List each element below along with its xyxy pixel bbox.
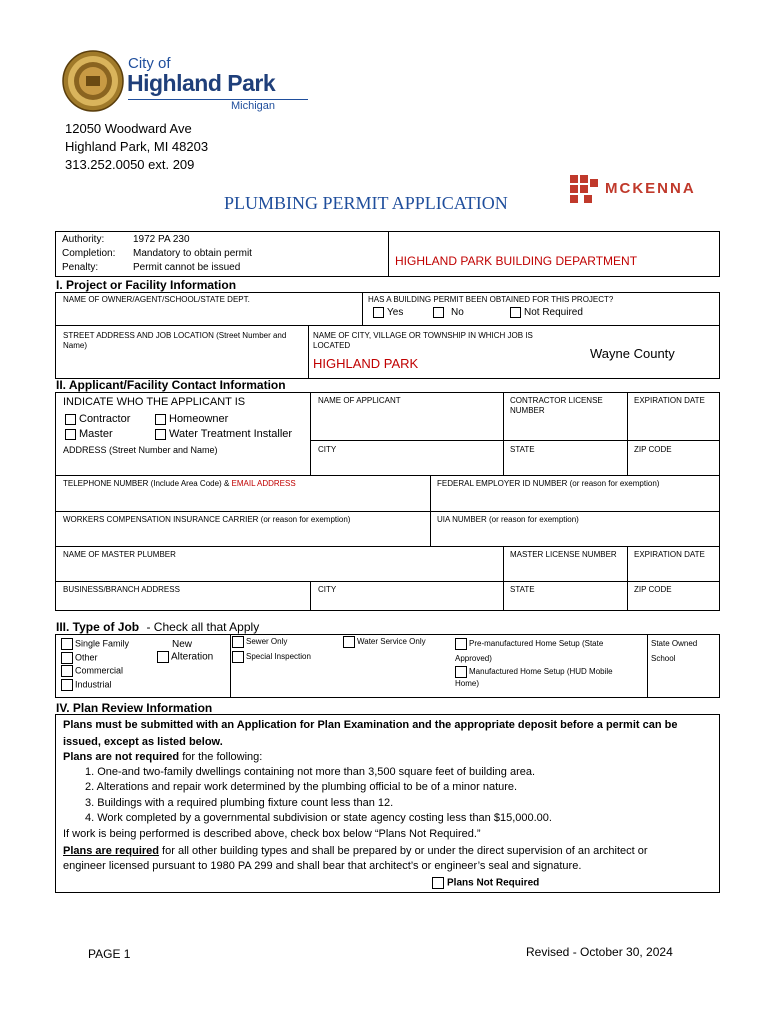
master-license-label: MASTER LICENSE NUMBER [510,550,617,559]
logo-divider [128,99,308,100]
page-title: PLUMBING PERMIT APPLICATION [224,193,508,213]
state-label-s2: STATE [510,445,535,454]
master-plumber-label: NAME OF MASTER PLUMBER [63,550,176,559]
master-option[interactable] [65,428,113,441]
federal-id-label: FEDERAL EMPLOYER ID NUMBER (or reason for exemption) [437,479,660,488]
other-checkbox[interactable] [61,652,73,664]
manufactured-label: Manufactured Home Setup (HUD Mobile Home) [455,667,613,689]
permit-not-required-option[interactable] [510,306,583,319]
s3-vline-2 [647,634,648,698]
single-family-checkbox[interactable] [61,638,73,650]
authority-value-1: 1972 PA 230 [133,234,190,245]
exemption-item-2: 2. Alterations and repair work determined by the plumbing official to be of a minor nature. [85,781,518,793]
industrial-label: Industrial [75,679,112,690]
authority-divider [388,231,389,277]
premanufactured-option[interactable] [455,636,635,666]
permit-yes-option[interactable] [373,306,403,319]
department-name: HIGHLAND PARK BUILDING DEPARTMENT [395,254,638,268]
contractor-checkbox[interactable] [65,414,76,425]
premanufactured-label: Pre-manufactured Home Setup (State Approved) [455,639,604,663]
single-family-label: Single Family [75,638,130,649]
section1-vdiv-top [362,292,363,325]
plans-not-required-checkbox[interactable] [432,877,444,889]
street-label: STREET ADDRESS AND JOB LOCATION (Street Number and Name) [63,331,287,350]
city-of-text: City of [128,55,171,72]
permit-yes-label: Yes [387,307,404,318]
contractor-option[interactable] [65,413,130,426]
s2-row-line-3 [55,511,720,512]
workers-comp-label: WORKERS COMPENSATION INSURANCE CARRIER (or reason for exemption) [63,515,351,524]
telephone-label [63,479,296,489]
new-label: New [172,639,193,650]
s2-row-line-4 [55,546,720,547]
mckenna-text: MCKENNA [605,180,696,197]
section3-heading [56,620,259,634]
homeowner-option[interactable] [155,413,228,426]
s2-vline-f [627,546,628,611]
alteration-checkbox[interactable] [157,651,169,663]
master-label: Master [79,428,113,440]
city-label: NAME OF CITY, VILLAGE OR TOWNSHIP IN WHICH JOB IS LOCATED [313,331,533,350]
special-inspection-checkbox[interactable] [232,651,244,663]
s3-vline-1 [230,634,231,698]
section1-heading: I. Project or Facility Information [56,278,237,292]
plans-not-required-label: Plans Not Required [447,877,540,889]
section2-heading: II. Applicant/Facility Contact Information [56,378,286,392]
section3-title: III. Type of Job [56,620,140,634]
alteration-label: Alteration [171,651,214,663]
sewer-only-checkbox[interactable] [232,636,244,648]
water-service-only-option[interactable] [343,636,426,648]
s2-vline-e [503,546,504,611]
s2-vline-d [430,475,431,546]
water-treatment-label: Water Treatment Installer [169,428,293,440]
s2-vline-a [310,392,311,475]
alteration-option[interactable] [157,651,213,663]
manufactured-checkbox[interactable] [455,666,467,678]
special-inspection-option[interactable] [232,651,311,663]
water-service-only-label: Water Service Only [357,637,426,647]
plans-not-required-bold: Plans are not required [63,751,180,763]
exemption-item-1: 1. One-and two-family dwellings containing not more than 3,500 square feet of building area. [85,766,536,778]
authority-label-3: Penalty: [62,262,99,273]
business-address-label: BUSINESS/BRANCH ADDRESS [63,585,180,594]
section1-vdiv-bottom [308,325,309,379]
city-value: HIGHLAND PARK [313,356,419,371]
page-number: PAGE 1 [88,947,131,961]
owner-label: NAME OF OWNER/AGENT/SCHOOL/STATE DEPT. [63,295,250,304]
s2-row-line-1 [310,440,720,441]
city-seal-logo [62,50,124,112]
zip2-label: ZIP CODE [634,585,672,594]
exemption-item-4: 4. Work completed by a governmental subdivision or state agency costing less than $15,000.00. [85,812,552,824]
water-treatment-option[interactable] [155,428,292,441]
plans-intro: Plans must be submitted with an Application for Plan Examination and the appropriate deposit before a permit can be issued, except as listed below. [63,719,678,748]
authority-label-1: Authority: [62,234,105,245]
authority-label-2: Completion: [62,248,116,259]
contractor-label: Contractor [79,413,131,425]
if-work-line: If work is being performed is described above, check box below “Plans Not Required.” [63,828,481,840]
single-family-option[interactable] [61,638,129,650]
has-permit-label: HAS A BUILDING PERMIT BEEN OBTAINED FOR THIS PROJECT? [368,295,614,304]
permit-no-option[interactable] [433,306,464,319]
state-text: Michigan [231,100,276,112]
city2-label: CITY [318,585,337,594]
expiration-date-label: EXPIRATION DATE [634,396,705,405]
manufactured-option[interactable] [455,666,615,690]
email-label-text: EMAIL ADDRESS [231,479,296,488]
state2-label: STATE [510,585,535,594]
special-inspection-label: Special Inspection [246,652,311,662]
county-value: Wayne County [590,346,675,361]
premanufactured-checkbox[interactable] [455,638,467,650]
mckenna-logo-icon [570,175,598,203]
section3-subtitle: - Check all that Apply [146,620,260,634]
section1-hdiv [55,325,720,326]
commercial-option[interactable] [61,665,123,677]
water-treatment-checkbox[interactable] [155,429,166,440]
address-line2: Highland Park, MI 48203 [65,139,209,154]
expiration-date2-label: EXPIRATION DATE [634,550,705,559]
plans-required-paragraph [63,844,683,874]
plans-not-required-option[interactable] [432,877,539,889]
master-checkbox[interactable] [65,429,76,440]
permit-not-required-label: Not Required [524,307,583,318]
phone: 313.252.0050 ext. 209 [65,157,195,172]
plans-not-required-line [63,750,262,765]
s2-row-line-2 [55,475,720,476]
city-label-s2: CITY [318,445,337,454]
permit-no-checkbox[interactable] [433,307,444,318]
sewer-only-option[interactable] [232,636,287,648]
permit-not-required-checkbox[interactable] [510,307,521,318]
s2-vline-c [627,392,628,475]
homeowner-label: Homeowner [169,413,229,425]
state-owned-label: State Owned School [651,639,698,663]
address-line1: 12050 Woodward Ave [65,121,192,136]
homeowner-checkbox[interactable] [155,414,166,425]
authority-value-2: Mandatory to obtain permit [133,248,252,259]
revised-date: Revised - October 30, 2024 [526,945,673,959]
contractor-license-label: CONTRACTOR LICENSE NUMBER [510,396,603,415]
exemption-item-3: 3. Buildings with a required plumbing fixture count less than 12. [85,797,394,809]
authority-value-3: Permit cannot be issued [133,262,241,273]
plans-required-rest: for all other building types and shall be prepared by or under the direct supervision of an architect or engineer licensed pursuant to 1980 PA 299 and shall bear that architect’s or engineer’s seal and signature. [63,845,648,872]
indicate-applicant-label: INDICATE WHO THE APPLICANT IS [63,396,246,408]
zip-label-s2: ZIP CODE [634,445,672,454]
industrial-checkbox[interactable] [61,679,73,691]
s2-row-line-5 [55,581,720,582]
name-of-applicant-label: NAME OF APPLICANT [318,396,401,405]
sewer-only-label: Sewer Only [246,637,288,647]
address-label: ADDRESS (Street Number and Name) [63,445,218,455]
water-service-only-checkbox[interactable] [343,636,355,648]
other-option[interactable] [61,652,98,664]
commercial-checkbox[interactable] [61,665,73,677]
plans-not-required-rest: for the following: [179,751,263,763]
industrial-option[interactable] [61,679,112,691]
telephone-label-text: TELEPHONE NUMBER (Include Area Code) & [63,479,230,488]
city-name: Highland Park [127,70,276,96]
state-owned-option[interactable] [651,636,717,666]
s2-vline-g [310,581,311,611]
plans-required-bold: Plans are required [63,845,159,857]
section4-heading: IV. Plan Review Information [56,701,213,715]
commercial-label: Commercial [75,665,124,676]
s2-vline-b [503,392,504,475]
other-label: Other [75,652,98,663]
permit-yes-checkbox[interactable] [373,307,384,318]
uia-label: UIA NUMBER (or reason for exemption) [437,515,579,524]
permit-no-label: No [451,307,464,318]
